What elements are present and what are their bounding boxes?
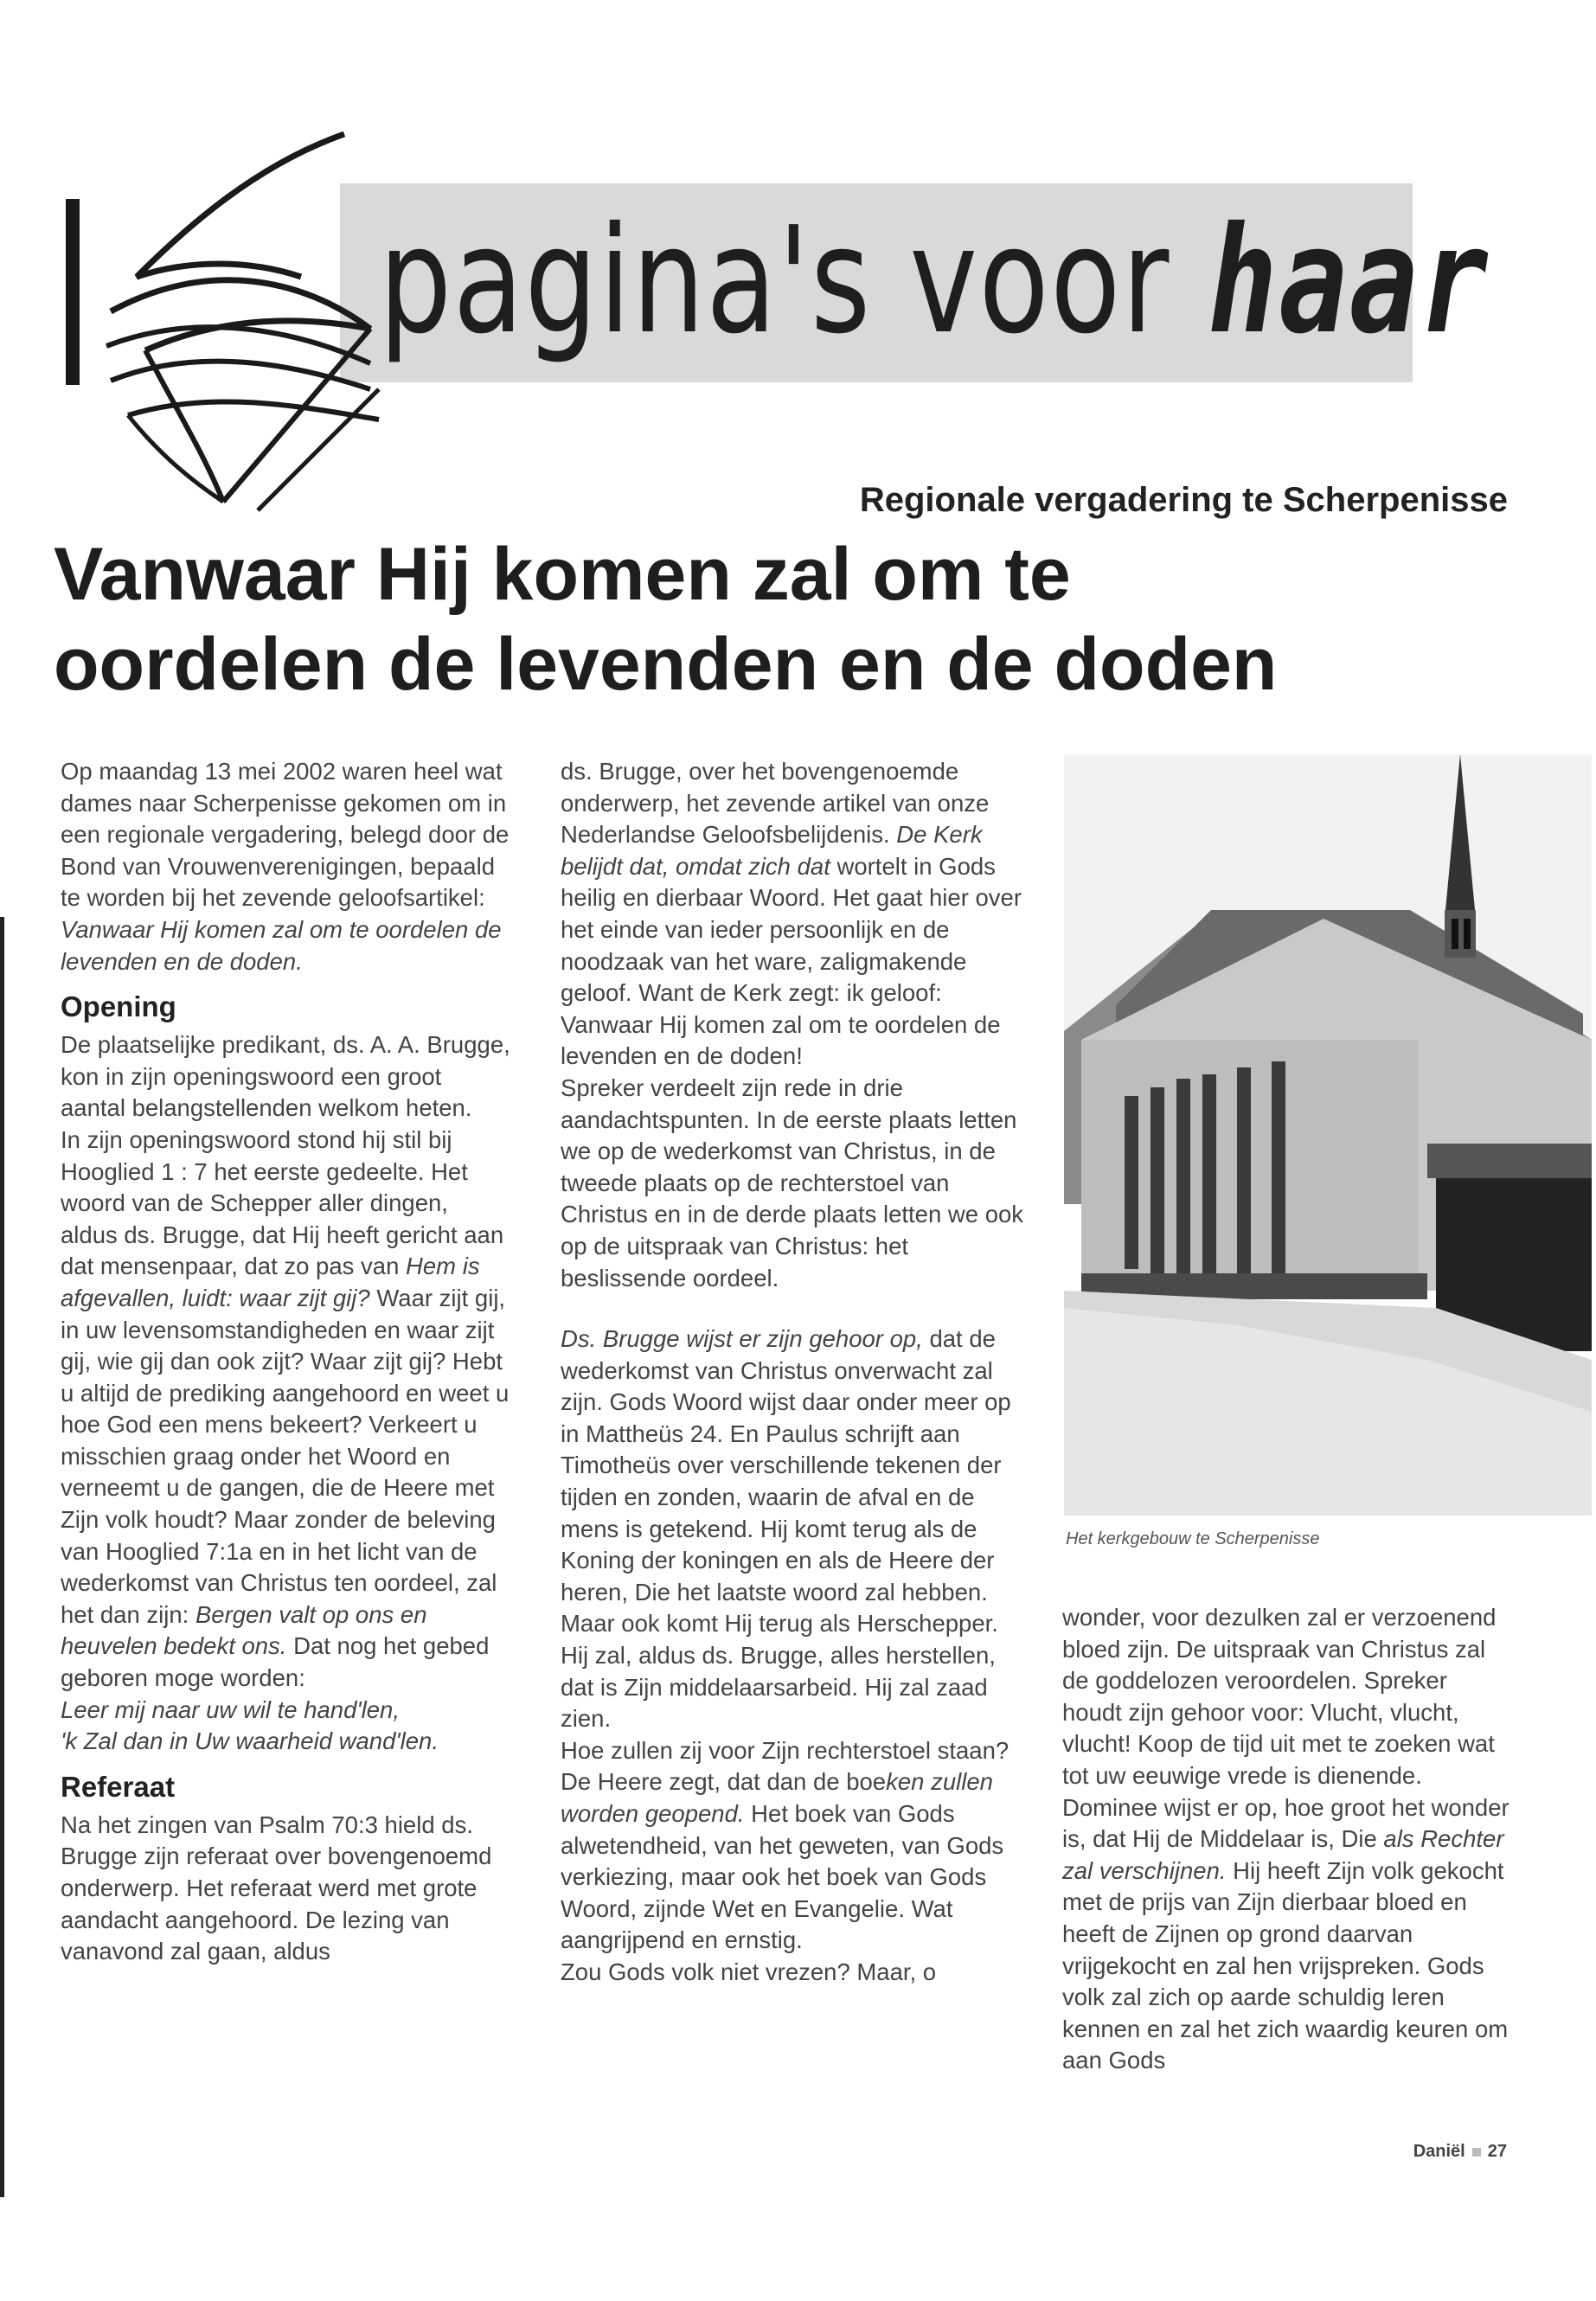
banner-title-main: pagina's voor <box>379 195 1208 367</box>
church-photo <box>1064 754 1592 1516</box>
subheading-referaat: Referaat <box>61 1770 176 1803</box>
banner-title-accent: haar <box>1208 195 1490 367</box>
text-run-italic: Bergen valt op ons en heuvelen bedekt ons. <box>61 1600 427 1660</box>
article-column-2 <box>561 756 1028 1989</box>
article-headline <box>54 529 1542 709</box>
text-run: Dat nog het gebed geboren moge worden: <box>61 1632 490 1692</box>
text-run-italic: ken zullen worden geopend. <box>561 1768 993 1827</box>
section-banner <box>59 130 1490 476</box>
subheading-opening: Opening <box>61 990 176 1023</box>
paragraph <box>561 1324 1028 1735</box>
paragraph <box>61 1125 510 1695</box>
text-run: wortelt in Gods heilig en dierbaar Woord. Het gaat hier over het einde van ieder persoonlijk en de noodzaak van het ware, zaligmakende geloof. Want de Kerk zegt: ik geloof: Vanwaar Hij komen zal om te oordelen de levenden en de doden! <box>561 852 1022 1070</box>
text-run: Hij heeft Zijn volk gekocht met de prijs van Zijn dierbaar bloed en heeft de Zijnen op grond daarvan vrijgekocht en zal hen vrijspreken. Gods volk zal zich op aarde schuldig leren kennen en zal het zich waardig keuren om aan Gods <box>1062 1856 1509 2074</box>
text-run: Hoe zullen zij voor Zijn rechterstoel staan? De Heere zegt, dat dan de boe <box>561 1736 1010 1796</box>
article-column-1 <box>61 756 510 1968</box>
quote-line: Leer mij naar uw wil te hand'len, <box>61 1695 400 1723</box>
page-edge-bar <box>0 917 4 2197</box>
paragraph <box>561 756 1028 1073</box>
text-run: ds. Brugge, over het bovengenoemde onderwerp, het zevende artikel van onze Nederlandse Geloofsbelijdenis. <box>561 758 990 849</box>
paragraph: Spreker verdeelt zijn rede in drie aandachtspunten. In de eerste plaats letten we op de wederkomst van Christus, in de tweede plaats op de rechterstoel van Christus en in de derde plaats letten we ook op de uitspraak van Christus: het beslissende oordeel. <box>561 1074 1024 1292</box>
banner-title <box>379 177 1490 385</box>
article-column-3 <box>1062 1602 1512 2077</box>
page-number: 27 <box>1487 2142 1507 2161</box>
paragraph: De plaatselijke predikant, ds. A. A. Brugge, kon in zijn openingswoord een groot aantal belangstellenden welkom heten. <box>61 1031 510 1122</box>
quote-line: 'k Zal dan in Uw waarheid wand'len. <box>61 1727 439 1755</box>
text-run-italic: Ds. Brugge wijst er zijn gehoor op, <box>561 1325 923 1353</box>
text-run: dat de wederkomst van Christus onverwacht zal zijn. Gods Woord wijst daar onder meer op in Mattheüs 24. En Paulus schrijft aan Timotheüs over verschillende tekenen der tijden en zonden, waarin de afval en de mens is getekend. Hij komt terug als de Koning der koningen en als de Heere der heren, Die het laatste woord zal hebben. Maar ook komt Hij terug als Herschepper. Hij zal, aldus ds. Brugge, alles herstellen, dat is Zijn middelaarsarbeid. Hij zal zaad zien. <box>561 1325 1011 1733</box>
text-run-italic: De Kerk belijdt dat, omdat zich dat <box>561 821 983 880</box>
text-run-italic: Hem is afgevallen, luidt: waar zijt gij? <box>61 1253 480 1311</box>
article-kicker: Regionale vergadering te Scherpenisse <box>859 481 1508 519</box>
text-run: In zijn openingswoord stond hij stil bij Hooglied 1 : 7 het eerste gedeelte. Het woord van de Schepper aller dingen, aldus ds. Brugge, dat Hij heeft gericht aan dat mensenpaar, dat zo pas van <box>61 1125 504 1280</box>
separator-dot <box>1472 2148 1481 2157</box>
headline-line-2: oordelen de levenden en de doden <box>54 623 1278 706</box>
paragraph: wonder, voor dezulken zal er verzoenend bloed zijn. De uitspraak van Christus zal de goddelozen veroordelen. Spreker houdt zijn gehoor voor: Vlucht, vlucht, vlucht! Koop de tijd uit met te zoeken wat tot uw eeuwige vrede is dienende. <box>1062 1604 1497 1789</box>
paragraph-gap <box>561 1294 1028 1324</box>
paragraph: Na het zingen van Psalm 70:3 hield ds. Brugge zijn referaat over bovengenoemd onderwerp. Het referaat werd met grote aandacht aangehoord. De lezing van vanavond zal gaan, aldus <box>61 1811 492 1965</box>
paragraph <box>561 1735 1028 1957</box>
text-run: Waar zijt gij, in uw levensomstandigheden en waar zijt gij, wie gij dan ook zijt? Waar zijt gij? Hebt u altijd de prediking aangehoord en weet u hoe God een mens bekeert? Verkeert u misschien graag onder het Woord en verneemt u de gangen, die de Heere met Zijn volk houdt? Maar zonder de beleving van Hooglied 7:1a en in het licht van de wederkomst van Christus ten oordeel, zal het dan zijn: <box>61 1284 510 1628</box>
text-run: Dominee wijst er op, hoe groot het wonder is, dat Hij de Middelaar is, Die <box>1062 1793 1509 1853</box>
page-footer <box>1413 2142 1507 2162</box>
headline-line-1: Vanwaar Hij komen zal om te <box>54 533 1071 616</box>
text-run-italic: als Rechter zal verschijnen. <box>1062 1825 1504 1884</box>
text-run: Het boek van Gods alwetendheid, van het geweten, van Gods verkiezing, maar ook het boek van Gods Woord, zijnde Wet en Evangelie. Wat aangrijpend en ernstig. <box>561 1800 1004 1954</box>
church-building-image <box>1064 754 1592 1516</box>
text-run-italic: Vanwaar Hij komen zal om te oordelen de levenden en de doden. <box>61 915 502 975</box>
paragraph <box>1062 1792 1512 2077</box>
paragraph: Zou Gods volk niet vrezen? Maar, o <box>561 1958 937 1985</box>
text-run: Op maandag 13 mei 2002 waren heel wat dames naar Scherpenisse gekomen om in een regionale vergadering, belegd door de Bond van Vrouwenverenigingen, bepaald te worden bij het zevende geloofsartikel: <box>61 758 510 912</box>
magazine-name: Daniël <box>1413 2142 1465 2161</box>
photo-caption: Het kerkgebouw te Scherpenisse <box>1066 1529 1320 1548</box>
banner-bar <box>66 199 80 385</box>
paragraph <box>61 756 510 977</box>
